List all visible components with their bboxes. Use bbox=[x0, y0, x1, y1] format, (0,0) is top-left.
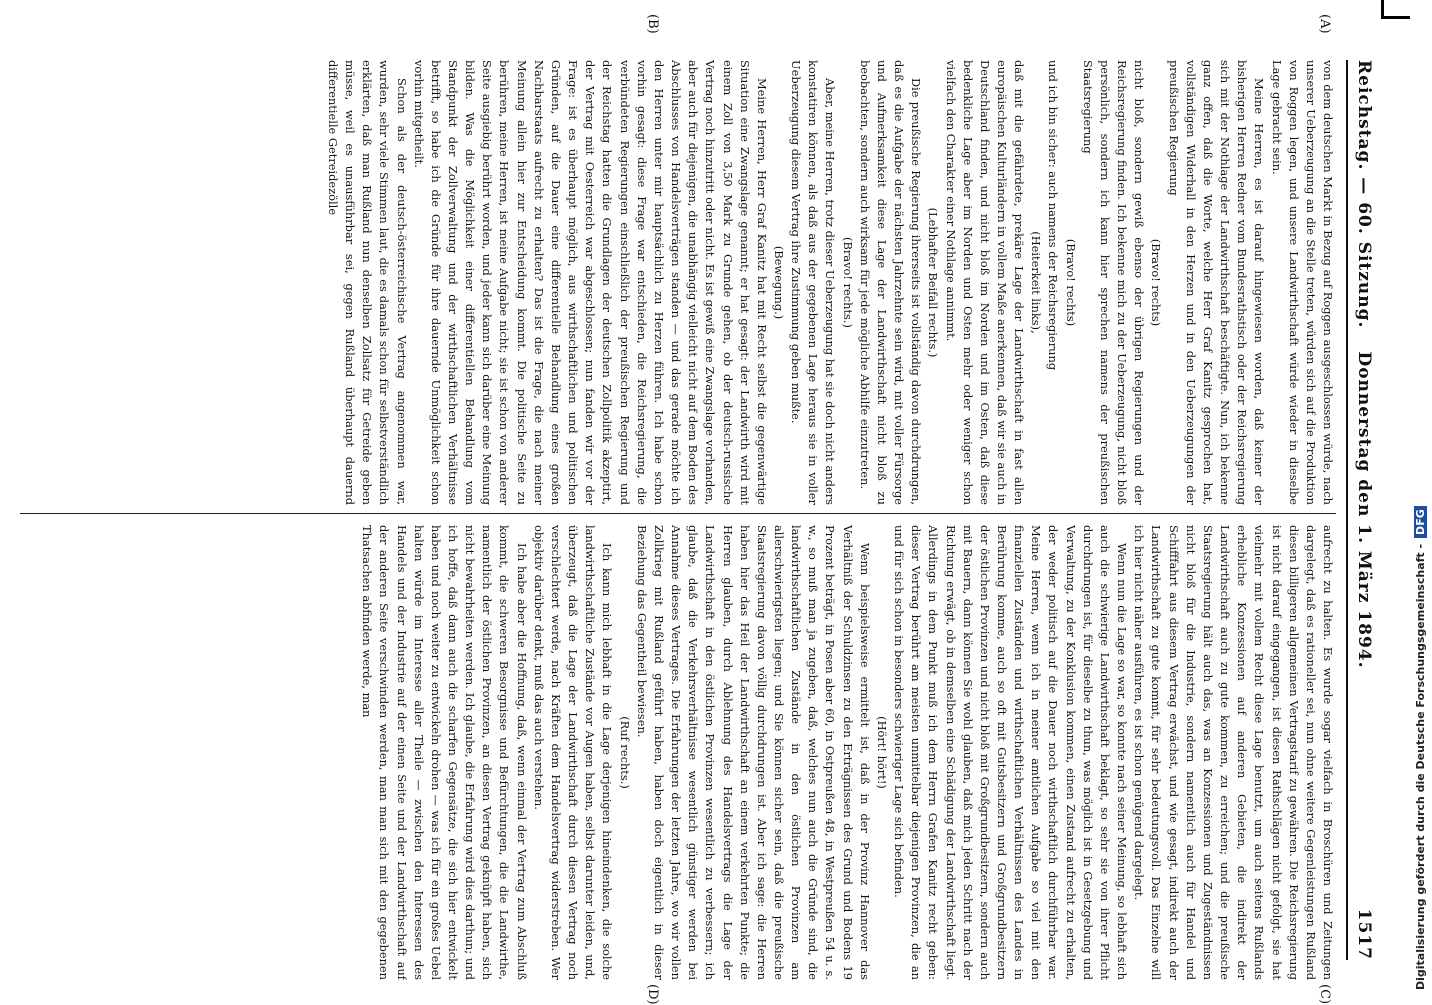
page-header bbox=[1346, 60, 1382, 960]
paragraph: Die preußische Regierung ihrerseits ist vollständig davon durchdrungen, daß es die Aufgabe der nächsten Jahrzehnte sein wird, mit voller Fürsorge und Aufmerksamkeit diese Lage der Landwirthschaft nicht bloß zu beobachten, sondern auch wirksam für jede mögliche Abhilfe einzutreten. bbox=[857, 60, 924, 505]
paragraph: nicht bloß, sondern gewiß ebenso der übrigen Regierungen und der Reichsregierung finden. Ich bekenne mich zu der Ueberzeugung, nicht bloß persönlich, sondern ich kann hier sprechen namens der preußischen Staatsregierung bbox=[1080, 60, 1147, 505]
stage-direction: (Heiterkeit links), bbox=[1029, 231, 1044, 334]
paragraph: Meine Herren, Herr Graf Kanitz hat mit Recht selbst die gegenwärtige Situation eine Zwangslage genannt; er hat gesagt: der Landwirth wird mit einem Zoll von 3,50 Mark zu Grunde gehen, ob der deutsch-russische Vertrag noch hinzutritt oder nicht. Es ist gewiß eine Zwangslage vorhanden, aber auch für diejenigen, die unabhängig vielleicht nicht auf dem Boden des Abschlusses von Handelsverträgen standen — und das gerade möchte ich den Herren unter mir hauptsächlich zu Herzen führen. Ich habe schon vorhin gesagt: diese Frage war entschieden, die Reichsregierung, die verbündeten Regierungen einschließlich der preußischen Regierung und der Reichstag hatten die Grundlagen der deutschen Zollpolitik akzeptirt, der Vertrag mit Oesterreich war abgeschlossen; nun fanden wir vor der Frage: ist es überhaupt möglich, aus wirthschaftlichen und politischen Gründen, auf die Dauer eine differentielle Behandlung eines großen Nachbarstaats aufrecht zu erhalten? Das ist die Frage, die nach meiner Meinung allein hier zur Entscheidung kommt. Die politische Seite zu berühren, meine Herren, ist meine Aufgabe nicht; sie ist schon von anderer Seite ausgiebig berührt worden, und jeder kann sich darüber eine Meinung bilden. Was die Möglichkeit einer differentiellen Behandlung vom Standpunkt der Zollverwaltung und der wirthschaftlichen Verhältnisse betrifft, so habe ich die Gründe für ihre dauernde Unmöglichkeit schon vorhin mitgetheilt. bbox=[411, 60, 769, 505]
margin-letter-c: (C) bbox=[1317, 984, 1332, 1005]
column-divider bbox=[20, 513, 1336, 514]
stage-direction: (Hört! hört!) bbox=[874, 716, 889, 789]
paragraph: Aber, meine Herren, trotz dieser Ueberzeugung hat sie doch nicht anders konstatiren können, als daß aus der gegebenen Lage heraus sie in voller Ueberzeugung diesem Vertrag ihre Zustimmung geben mußte. bbox=[789, 60, 838, 505]
header-date: Donnerstag den 1. März 1894. bbox=[1354, 351, 1374, 669]
right-column bbox=[20, 525, 1336, 980]
scan-corner-mark bbox=[1381, 0, 1410, 19]
stage-direction: (Lebhafter Beifall rechts.) bbox=[926, 207, 941, 358]
digitization-credit bbox=[1414, 0, 1432, 990]
left-column bbox=[20, 60, 1336, 505]
paragraph: und ich bin sicher: auch namens der Reichsregierung bbox=[1046, 60, 1061, 371]
header-rule bbox=[1346, 60, 1348, 960]
dfg-logo: DFG bbox=[1414, 506, 1427, 538]
digitization-credit-text: Digitalisierung gefördert durch die Deutsche Forschungsgemeinschaft - bbox=[1414, 543, 1427, 990]
header-title: Reichstag. — 60. Sitzung. bbox=[1354, 60, 1374, 329]
margin-letter-b: (B) bbox=[645, 14, 660, 34]
stage-direction: (Bravo! rechts) bbox=[1149, 238, 1164, 327]
paragraph: Ich habe aber die Hoffnung, daß, wenn einmal der Vertrag zum Abschluß kommt, die schweren Besorgnisse und Befürchtungen, die die Landwirthe, namentlich der östlichen Provinzen, an diesen Vertrag geknüpft haben, sich nicht bewahrheiten werden. Ich glaube, die Erfahrung wird dies darthun; und ich hoffe, daß dann auch die scharfen Gegensätze, die sich hier entwickelt haben und noch weiter zu entwickeln drohen — was ich für ein großes Uebel halten würde im Interesse aller Theile — zwischen den Interessen des Handels und der Industrie auf der einen Seite und der Landwirthschaft auf der anderen Seite verschwinden werden, man man sich mit den gegebenen Thatsachen abfinden werde, man bbox=[360, 525, 529, 980]
paragraph: aufrecht zu halten. Es wurde sogar vielfach in Broschüren und Zeitungen dargelegt, daß es rationeller sei, nun ohne weitere Gegenleistungen Rußland diesen billigeren allgemeinen Vertragstarif zu gewähren. Die Reichsregierung ist nicht darauf eingegangen, ist diesen Rathschlägen nicht gefolgt, sie hat vielmehr mit vollem Recht diese Lage benutzt, um auch seitens Rußlands erhebliche Konzessionen auf anderen Gebieten, die indirekt der Landwirthschaft auch zu gute kommen, zu erreichen; und die preußische Staatsregierung hält auch das, was an Konzessionen und Zugeständnissen nicht bloß für die Industrie, sondern namentlich auch für Handel und Schifffahrt aus diesem Vertrag erwächst, und wie gesagt, indirekt auch der Landwirthschaft zu gute kommt, für sehr bedeutungsvoll. Das Einzelne will ich hier nicht näher ausführen, es ist schon genügend dargelegt. bbox=[1132, 525, 1335, 980]
paragraph: Ich kann mich lebhaft in die Lage derjenigen hineindenken, die solche landwirthschaftliche Zustände vor Augen haben, selbst darunter leiden, und, überzeugt, daß die Lage der Landwirthschaft durch diesen Vertrag noch verschlechtert werde, nach Kräften dem Handelsvertrag widerstreben. Wer objektiv darüber denkt, muß das auch verstehen. bbox=[531, 525, 615, 980]
paragraph: Meine Herren, es ist darauf hingewiesen worden, daß keiner der bisherigen Herren Redner vom Bundesrathstisch oder der Reichsregierung sich mit der Nothlage der Landwirthschaft beschäftigte. Nun, ich bekenne ganz offen, daß die Worte, welche Herr Graf Kanitz gesprochen hat, vollständigen Widerhall in den Herzen und in den Ueberzeugungen der preußischen Regierung bbox=[1166, 60, 1267, 505]
stage-direction: (Ruf rechts.) bbox=[617, 716, 632, 789]
paragraph: Wenn nun die Lage so war, so konnte nach seiner Meinung, so lebhaft sich auch die schwierige Landwirthschaft beklagt, so sehr sie von ihrer Pflicht durchdrungen ist, für dieselbe zu thun, was möglich ist in Gesetzgebung und Verwaltung, zu der Konklusion kommen, einen Zustand aufrecht zu erhalten, der weder politisch auf die Dauer noch wirthschaftlich durchführbar war. Meine Herren, wenn ich in meiner amtlichen Aufgabe so viel mit den finanziellen Zuständen und wirthschaftlichen Verhältnissen des Landes in Berührung komme, auch so oft mit Gutsbesitzern und Großgrundbesitzern der östlichen Provinzen und nicht bloß mit Großgrundbesitzern, sondern auch mit Bauern, dann können Sie wohl glauben, daß mich jeden Schritt nach der Richtung erwägt, ob in demselben eine Schädigung der Landwirthschaft liegt. Allerdings in dem Punkt muß ich dem Herrn Grafen Kanitz recht geben: dieser Vertrag berührt am meisten unmittelbar diejenigen Provinzen, die an und für sich schon in besonders schwieriger Lage sich befinden. bbox=[892, 525, 1130, 980]
paragraph: von dem deutschen Markt in Bezug auf Roggen ausgeschlossen würde, nach unserer Ueberzeugung an die Stelle treten, würden sich auf die Produktion von Roggen legen, und unsere Landwirthschaft würde wieder in dieselbe Lage gebracht sein. bbox=[1269, 60, 1335, 505]
paragraph: Schon als der deutsch-österreichische Vertrag angenommen war, wurden, sehr viele Stimmen laut, die es damals schon für selbstverständlich erklärten, daß man Rußland nun denselben Zollsatz für Getreide geben müsse, weil es unausführbar sei, gegen Rußland überhaupt dauernd differentielle Getreidezölle bbox=[325, 60, 409, 505]
paragraph: daß mit die gefährdete, prekäre Lage der Landwirthschaft in fast allen europäischen Kulturländern in vollem Maße anerkennen, daß wir sie auch in Deutschland finden, und nicht bloß im Norden und im Osten, daß diese bedenkliche Lage aber im Norden und Osten mehr oder weniger schon vielfach den Charakter einer Nothlage annimmt. bbox=[943, 60, 1027, 505]
stage-direction: (Bravo! rechts) bbox=[1063, 238, 1078, 327]
margin-letter-d: (D) bbox=[645, 984, 660, 1005]
margin-letter-a: (A) bbox=[1317, 14, 1332, 34]
stage-direction: (Bravo! rechts.) bbox=[840, 237, 855, 328]
digitization-stamp bbox=[1412, 0, 1432, 1000]
stage-direction: (Bewegung.) bbox=[772, 245, 786, 320]
page-number: 1517 bbox=[1354, 908, 1374, 960]
paragraph: Wenn beispielsweise ermittelt ist, daß in der Provinz Hannover das Verhältniß der Schuldzinsen zu den Erträgnissen des Grund und Bodens 19 Prozent beträgt, in Posen aber 60, in Ostpreußen 48, in Westpreußen 54 u. s. w., so muß man ja zugeben, daß, welches nun auch die Gründe sind, die landwirthschaftlichen Zustände in den östlichen Provinzen am allerschwierigsten liegen; und Sie können sicher sein, daß die preußische Staatsregierung davon völlig durchdrungen ist. Aber ich sage: die Herren haben hier das Heil der Landwirthschaft an einem verkehrten Punkte; die Herren glauben, durch Ablehnung des Handelsvertrags die Lage der Landwirthschaft in den östlichen Provinzen wesentlich zu verbessern; ich glaube, daß die Verkehrsverhältnisse wesentlich günstiger werden bei Annahme dieses Vertrages. Die Erfahrungen der letzten Jahre, wo wir vollen Zollkrieg mit Rußland geführt haben, haben doch eigentlich in dieser Beziehung das Gegentheil bewiesen. bbox=[634, 525, 872, 980]
